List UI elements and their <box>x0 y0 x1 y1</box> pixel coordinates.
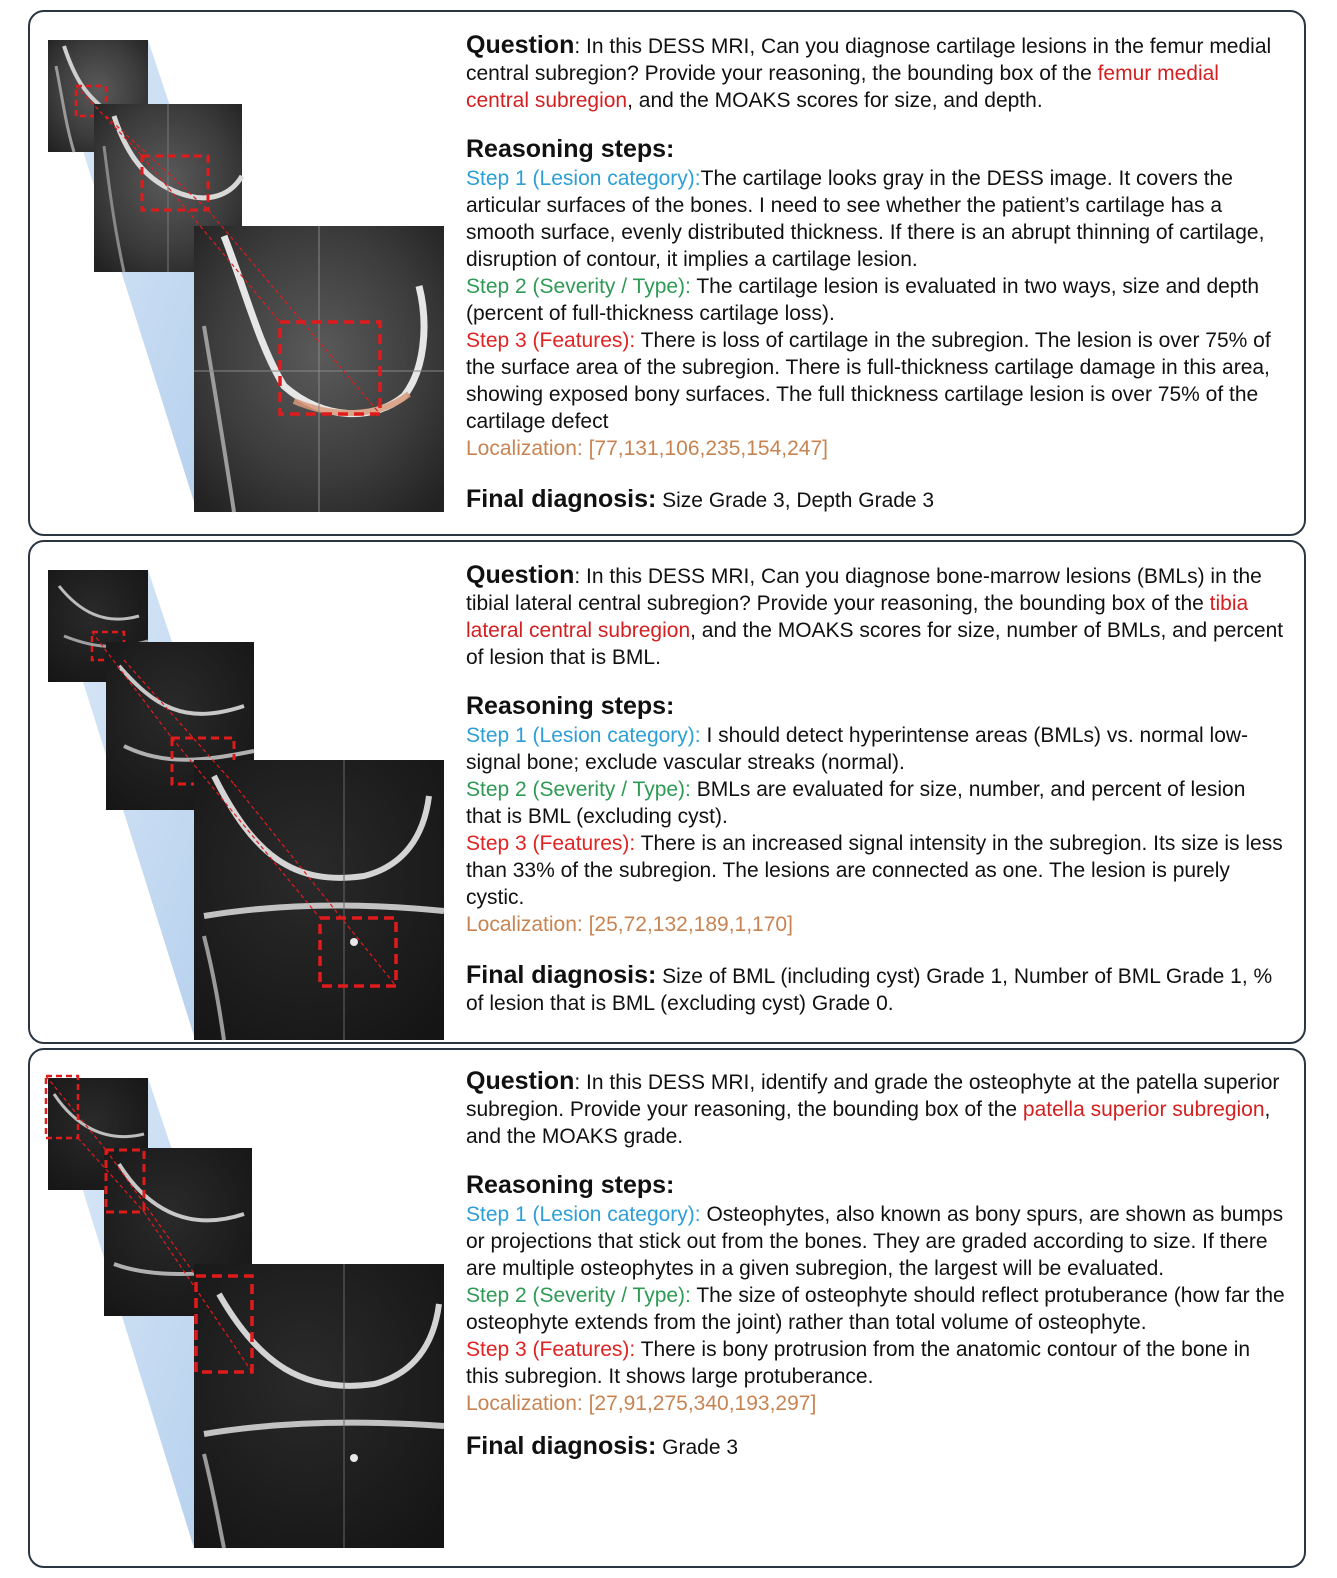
question: Question: In this DESS MRI, Can you diagnose bone-marrow lesions (BMLs) in the tibial lateral central subregion? Provide your reasoning, the bounding box of the tibia lateral central subregion, and the MOAKS scores for size, number of BMLs, and percent of lesion that is BML. <box>466 561 1284 669</box>
final-diagnosis: Final diagnosis: Size of BML (including cyst) Grade 1, Number of BML Grade 1, % of lesion that is BML (excluding cyst) Grade 0. <box>466 961 1273 1015</box>
step-2: Step 2 (Severity / Type): The cartilage lesion is evaluated in two ways, size and depth (percent of full-thickness cartilage loss). <box>466 275 1259 325</box>
step-2: Step 2 (Severity / Type): BMLs are evaluated for size, number, and percent of lesion that is BML (excluding cyst). <box>466 778 1246 828</box>
panel-cartilage <box>28 10 1306 536</box>
panel-text <box>466 32 1286 514</box>
step-2: Step 2 (Severity / Type): The size of osteophyte should reflect protuberance (how far the osteophyte extends from the joint) rather than total volume of osteophyte. <box>466 1284 1285 1334</box>
reasoning-heading: Reasoning steps: <box>466 692 675 720</box>
final-diagnosis: Final diagnosis: Grade 3 <box>466 1432 739 1460</box>
localization: Localization: [25,72,132,189,1,170] <box>466 913 793 936</box>
mri-zoom-figure <box>44 1064 454 1564</box>
question: Question: In this DESS MRI, Can you diagnose cartilage lesions in the femur medial central subregion? Provide your reasoning, the bounding box of the femur medial central subregion, and the MOAKS scores for size, and depth. <box>466 31 1272 112</box>
panel-bml <box>28 540 1306 1044</box>
panel-osteophyte <box>28 1048 1306 1568</box>
localization: Localization: [27,91,275,340,193,297] <box>466 1392 817 1415</box>
step-1: Step 1 (Lesion category):The cartilage looks gray in the DESS image. It covers the articular surfaces of the bones. I need to see whether the patient’s cartilage has a smooth surface, evenly distributed thickness. If there is an abrupt thinning of cartilage, disruption of contour, it implies a cartilage lesion. <box>466 167 1265 271</box>
reasoning-heading: Reasoning steps: <box>466 135 675 163</box>
step-1: Step 1 (Lesion category): Osteophytes, also known as bony spurs, are shown as bumps or projections that stick out from the bones. They are graded according to size. If there are multiple osteophytes in a given subregion, the largest will be evaluated. <box>466 1203 1284 1280</box>
final-diagnosis: Final diagnosis: Size Grade 3, Depth Grade 3 <box>466 485 935 513</box>
mri-zoom-figure <box>44 556 454 1046</box>
step-3: Step 3 (Features): There is bony protrusion from the anatomic contour of the bone in this subregion. It shows large protuberance. <box>466 1338 1251 1388</box>
panel-text <box>466 562 1286 1017</box>
reasoning-heading: Reasoning steps: <box>466 1171 675 1199</box>
mri-zoom-figure <box>44 26 454 516</box>
step-1: Step 1 (Lesion category): I should detect hyperintense areas (BMLs) vs. normal low-signal bone; exclude vascular streaks (normal). <box>466 724 1249 774</box>
question: Question: In this DESS MRI, identify and grade the osteophyte at the patella superior subregion. Provide your reasoning, the bounding box of the patella superior subregion, and the MOAKS grade. <box>466 1067 1280 1148</box>
panel-text <box>466 1068 1286 1461</box>
localization: Localization: [77,131,106,235,154,247] <box>466 437 828 460</box>
step-3: Step 3 (Features): There is an increased signal intensity in the subregion. Its size is less than 33% of the subregion. The lesions are connected as one. The lesion is purely cystic. <box>466 832 1283 909</box>
step-3: Step 3 (Features): There is loss of cartilage in the subregion. The lesion is over 75% of the surface area of the subregion. There is full-thickness cartilage damage in this area, showing exposed bony surfaces. The full thickness cartilage lesion is over 75% of the cartilage defect <box>466 329 1271 433</box>
